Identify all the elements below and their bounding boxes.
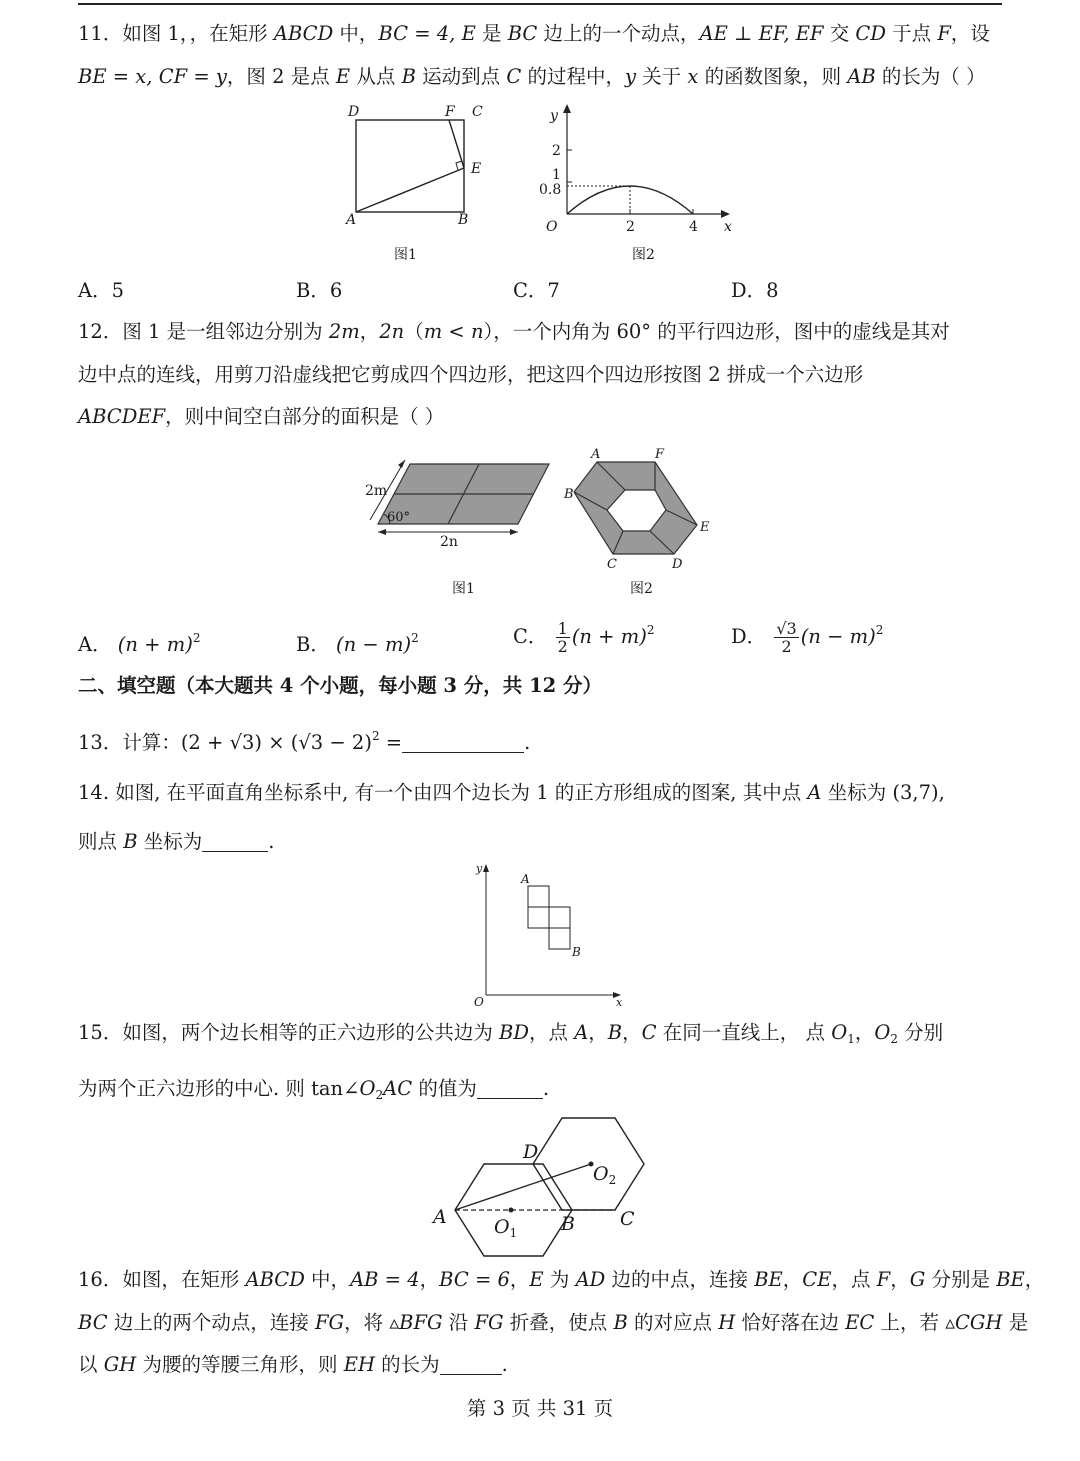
square-1: [528, 886, 549, 907]
label-e: E: [700, 520, 710, 535]
q14-figure: [455, 860, 635, 1010]
label-d: D: [348, 104, 360, 120]
label-a: A: [433, 1206, 447, 1228]
q11-figure-2: [530, 98, 750, 268]
tick-label-0-8: 0.8: [539, 182, 562, 198]
q15-figure: [425, 1108, 665, 1263]
q14-line-2: 则点 B 坐标为 .: [78, 830, 275, 853]
label-b: B: [458, 212, 469, 228]
label-x: x: [724, 219, 732, 235]
answer-blank[interactable]: [202, 831, 268, 852]
q12-option-a: A． $(n + m)^2$: [78, 631, 201, 656]
label-c: C: [620, 1208, 635, 1230]
label-x: x: [616, 996, 623, 1009]
x-axis-arrow: [721, 210, 730, 218]
q16-line-2: BC 边上的两个动点，连接 FG，将 ▵BFG 沿 FG 折叠，使点 B 的对应点 H 恰好落在边 EC 上，若 ▵CGH 是: [78, 1311, 1029, 1334]
q13-line: 13．计算：$(2 + √3) \times (√3 - 2)^2$ = .: [78, 729, 531, 754]
figure-caption: 图2: [630, 581, 653, 597]
square-3: [549, 907, 570, 928]
center-o1: [509, 1208, 514, 1213]
label-a: A: [346, 212, 357, 228]
figure-caption: 图2: [632, 247, 655, 263]
label-60-degrees: 60°: [387, 510, 411, 525]
top-rule: [78, 3, 1002, 5]
q12-option-c: C． $\frac{1}{2}$ $(n + m)^2$: [513, 619, 655, 656]
q11-option-a: A．5: [78, 279, 124, 302]
label-d: D: [523, 1141, 539, 1163]
arrow-right: [510, 529, 518, 535]
tick-label-1: 1: [552, 167, 561, 183]
label-a: A: [591, 447, 601, 462]
label-origin: O: [546, 219, 558, 235]
q12-line-1: 12．图 1 是一组邻边分别为 2m，2n（m < n），一个内角为 60° 的平行四边形，图中的虚线是其对: [78, 320, 950, 343]
label-b: B: [561, 1213, 575, 1235]
rectangle-abcd: [356, 120, 464, 212]
tick-label-x-4: 4: [689, 219, 698, 235]
y-axis-arrow: [483, 864, 489, 872]
figure-caption: 图1: [394, 247, 417, 263]
q12-figure-2: [555, 440, 725, 600]
q11-line-1: 11．如图 1，，在矩形 ABCD 中，BC = 4, E 是 BC 边上的一个动点，AE ⊥ EF, EF 交 CD 于点 F，设: [78, 22, 990, 45]
square-2: [528, 907, 549, 928]
label-c: C: [472, 104, 483, 120]
q12-figure-1: [355, 450, 560, 600]
label-y: y: [476, 862, 483, 875]
label-o2: $O_2$: [593, 1163, 617, 1187]
label-e: E: [471, 161, 482, 177]
answer-blank[interactable]: [477, 1078, 543, 1099]
square-4: [549, 928, 570, 949]
y-axis-arrow: [563, 104, 571, 113]
q15-line-1: 15．如图，两个边长相等的正六边形的公共边为 BD，点 A，B，C 在同一直线上， 点 $O_1$，$O_2$ 分别: [78, 1021, 944, 1046]
tick-label-2: 2: [552, 143, 561, 159]
label-a: A: [521, 872, 530, 886]
q11-line-2: BE = x, CF = y，图 2 是点 E 从点 B 运动到点 C 的过程中，y 关于 x 的函数图象，则 AB 的长为（ ）: [78, 65, 986, 88]
q16-line-1: 16．如图，在矩形 ABCD 中，AB = 4，BC = 6，E 为 AD 边的中点，连接 BE，CE，点 F，G 分别是 BE，: [78, 1268, 1045, 1291]
arrow-up: [398, 460, 405, 468]
q14-line-1: 14. 如图, 在平面直角坐标系中, 有一个由四个边长为 1 的正方形组成的图案, 其中点 A 坐标为 (3,7),: [78, 781, 945, 804]
segment-ae: [356, 168, 464, 212]
answer-blank[interactable]: [402, 732, 524, 753]
q11-figure-1: [330, 98, 500, 268]
q15-line-2: 为两个正六边形的中心. 则 $\tan\angle O_2AC$ 的值为 .: [78, 1077, 550, 1102]
q12-line-3: ABCDEF，则中间空白部分的面积是（ ）: [78, 405, 445, 428]
label-f: F: [655, 447, 665, 462]
label-b: B: [572, 945, 581, 959]
q11-option-b: B．6: [296, 279, 343, 302]
label-o1: $O_1$: [494, 1216, 518, 1240]
label-y: y: [550, 108, 558, 124]
q12-option-d: D． $\frac{√3}{2}$ $(n - m)^2$: [731, 619, 884, 656]
figure-caption: 图1: [452, 581, 475, 597]
tick-label-x-2: 2: [626, 219, 635, 235]
page-footer: 第 3 页 共 31 页: [466, 1397, 614, 1420]
q12-option-b: B． $(n - m)^2$: [296, 631, 419, 656]
section-heading-fill-in: 二、填空题（本大题共 4 个小题，每小题 3 分，共 12 分）: [78, 674, 603, 697]
q11-option-c: C．7: [513, 279, 560, 302]
q12-line-2: 边中点的连线，用剪刀沿虚线把它剪成四个四边形，把这四个四边形按图 2 拼成一个六边形: [78, 363, 864, 386]
label-b: B: [564, 487, 574, 502]
q11-option-d: D．8: [731, 279, 779, 302]
answer-blank[interactable]: [440, 1354, 502, 1375]
q16-line-3: 以 GH 为腰的等腰三角形，则 EH 的长为 .: [78, 1353, 508, 1376]
label-2n: 2n: [440, 534, 458, 550]
label-c: C: [607, 557, 617, 572]
arrow-left: [378, 529, 386, 535]
label-d: D: [672, 557, 683, 572]
label-f: F: [445, 104, 455, 120]
label-2m: 2m: [365, 483, 388, 499]
segment-ao2: [455, 1164, 591, 1210]
label-origin: O: [474, 995, 484, 1009]
